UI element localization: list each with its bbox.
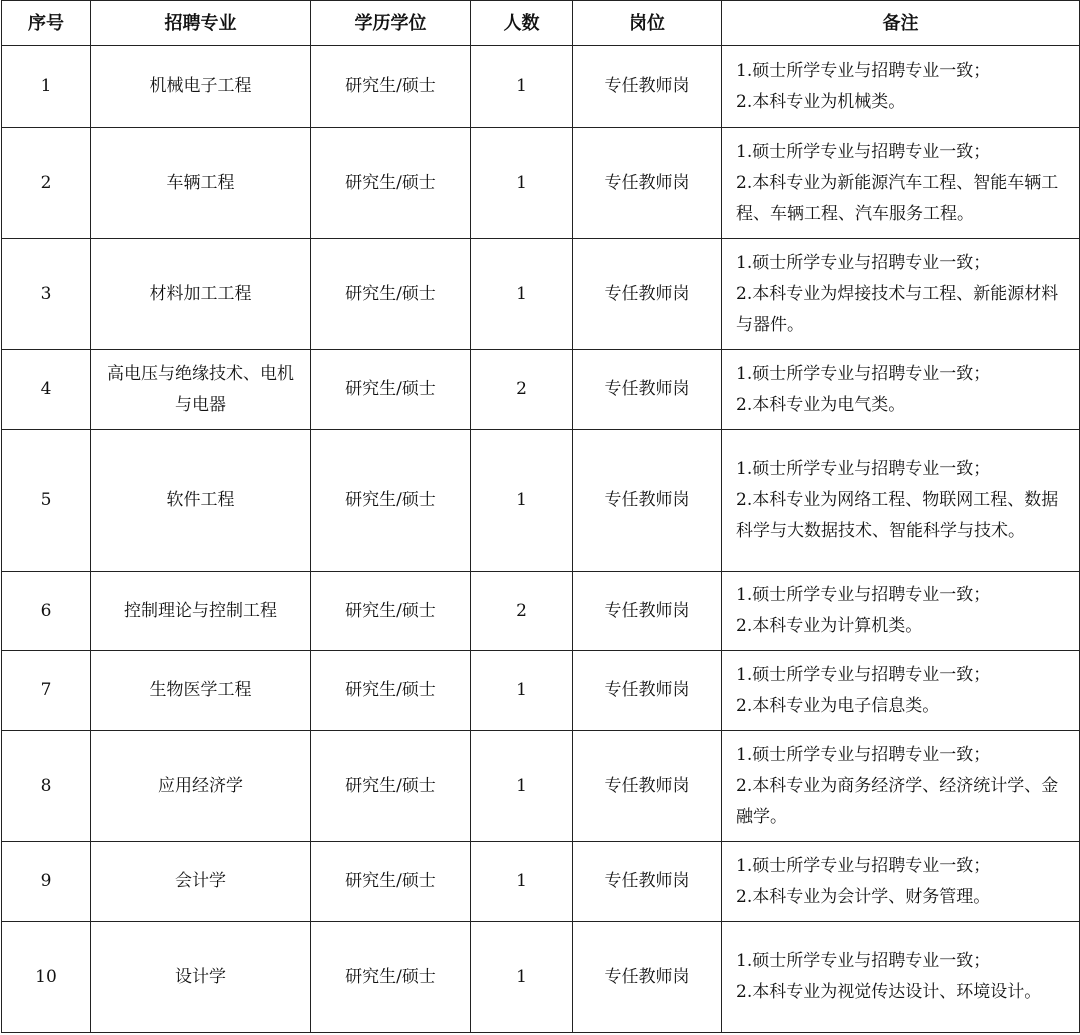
remark-line-1: 1.硕士所学专业与招聘专业一致； [736, 459, 991, 479]
cell-major: 应用经济学 [91, 731, 311, 842]
cell-degree: 研究生/硕士 [311, 430, 471, 572]
cell-count: 1 [471, 46, 573, 128]
header-remarks: 备注 [722, 1, 1080, 46]
cell-degree: 研究生/硕士 [311, 572, 471, 651]
cell-seq: 8 [2, 731, 91, 842]
cell-major: 控制理论与控制工程 [91, 572, 311, 651]
table-row [2, 46, 1080, 128]
cell-seq: 5 [2, 430, 91, 572]
table-row [2, 128, 1080, 239]
cell-seq: 6 [2, 572, 91, 651]
cell-major: 设计学 [91, 922, 311, 1033]
cell-degree: 研究生/硕士 [311, 842, 471, 922]
remark-line-2: 2.本科专业为机械类。 [736, 91, 906, 112]
cell-position: 专任教师岗 [573, 842, 722, 922]
cell-major: 车辆工程 [91, 128, 311, 239]
remark-line-1: 1.硕士所学专业与招聘专业一致； [736, 363, 991, 384]
cell-major: 生物医学工程 [91, 651, 311, 731]
table-row [2, 572, 1080, 651]
cell-degree: 研究生/硕士 [311, 651, 471, 731]
cell-remarks [722, 350, 1080, 430]
table-row [2, 651, 1080, 731]
cell-remarks [722, 46, 1080, 128]
remark-line-2: 2.本科专业为视觉传达设计、环境设计。 [736, 982, 1042, 1002]
header-major: 招聘专业 [91, 1, 311, 46]
cell-count: 1 [471, 239, 573, 350]
remark-line-2: 2.本科专业为商务经济学、经济统计学、金融学。 [736, 775, 1059, 827]
cell-seq: 1 [2, 46, 91, 128]
remark-line-1: 1.硕士所学专业与招聘专业一致； [736, 664, 991, 685]
header-degree: 学历学位 [311, 1, 471, 46]
remark-line-1: 1.硕士所学专业与招聘专业一致； [736, 252, 991, 273]
header-count: 人数 [471, 1, 573, 46]
cell-position: 专任教师岗 [573, 922, 722, 1033]
cell-count: 1 [471, 128, 573, 239]
cell-major: 高电压与绝缘技术、电机与电器 [91, 350, 311, 430]
cell-degree: 研究生/硕士 [311, 239, 471, 350]
cell-remarks [722, 128, 1080, 239]
table-row [2, 350, 1080, 430]
cell-position: 专任教师岗 [573, 651, 722, 731]
cell-position: 专任教师岗 [573, 350, 722, 430]
recruitment-table [1, 0, 1080, 1033]
cell-seq: 3 [2, 239, 91, 350]
remark-line-1: 1.硕士所学专业与招聘专业一致； [736, 744, 991, 765]
cell-count: 1 [471, 651, 573, 731]
remark-line-1: 1.硕士所学专业与招聘专业一致； [736, 141, 991, 162]
remark-line-2: 2.本科专业为焊接技术与工程、新能源材料与器件。 [736, 283, 1059, 335]
cell-major: 机械电子工程 [91, 46, 311, 128]
header-seq: 序号 [2, 1, 91, 46]
cell-degree: 研究生/硕士 [311, 922, 471, 1033]
cell-position: 专任教师岗 [573, 731, 722, 842]
cell-remarks [722, 731, 1080, 842]
remark-line-1: 1.硕士所学专业与招聘专业一致； [736, 951, 991, 971]
cell-position: 专任教师岗 [573, 128, 722, 239]
cell-count: 1 [471, 842, 573, 922]
table-header-row [2, 1, 1080, 46]
cell-position: 专任教师岗 [573, 239, 722, 350]
remark-line-2: 2.本科专业为计算机类。 [736, 616, 923, 636]
table-row [2, 430, 1080, 572]
table-row [2, 842, 1080, 922]
cell-major: 会计学 [91, 842, 311, 922]
table-row [2, 922, 1080, 1033]
cell-remarks [722, 239, 1080, 350]
cell-seq: 10 [2, 922, 91, 1033]
cell-count: 1 [471, 922, 573, 1033]
cell-remarks [722, 922, 1080, 1033]
cell-remarks [722, 572, 1080, 651]
remark-line-2: 2.本科专业为电气类。 [736, 394, 906, 415]
cell-seq: 7 [2, 651, 91, 731]
cell-seq: 4 [2, 350, 91, 430]
cell-degree: 研究生/硕士 [311, 731, 471, 842]
cell-count: 2 [471, 350, 573, 430]
cell-remarks [722, 430, 1080, 572]
cell-position: 专任教师岗 [573, 46, 722, 128]
cell-major: 软件工程 [91, 430, 311, 572]
cell-seq: 2 [2, 128, 91, 239]
cell-remarks [722, 842, 1080, 922]
cell-major: 材料加工工程 [91, 239, 311, 350]
cell-count: 1 [471, 430, 573, 572]
remark-line-2: 2.本科专业为新能源汽车工程、智能车辆工程、车辆工程、汽车服务工程。 [736, 172, 1059, 224]
remark-line-2: 2.本科专业为会计学、财务管理。 [736, 886, 991, 907]
cell-degree: 研究生/硕士 [311, 350, 471, 430]
cell-degree: 研究生/硕士 [311, 128, 471, 239]
remark-line-1: 1.硕士所学专业与招聘专业一致； [736, 60, 991, 81]
cell-position: 专任教师岗 [573, 572, 722, 651]
remark-line-2: 2.本科专业为网络工程、物联网工程、数据科学与大数据技术、智能科学与技术。 [736, 490, 1059, 541]
cell-position: 专任教师岗 [573, 430, 722, 572]
table-row [2, 239, 1080, 350]
remark-line-1: 1.硕士所学专业与招聘专业一致； [736, 585, 991, 605]
header-position: 岗位 [573, 1, 722, 46]
cell-count: 1 [471, 731, 573, 842]
table-row [2, 731, 1080, 842]
cell-remarks [722, 651, 1080, 731]
cell-count: 2 [471, 572, 573, 651]
remark-line-2: 2.本科专业为电子信息类。 [736, 695, 940, 716]
cell-seq: 9 [2, 842, 91, 922]
cell-degree: 研究生/硕士 [311, 46, 471, 128]
remark-line-1: 1.硕士所学专业与招聘专业一致； [736, 855, 991, 876]
